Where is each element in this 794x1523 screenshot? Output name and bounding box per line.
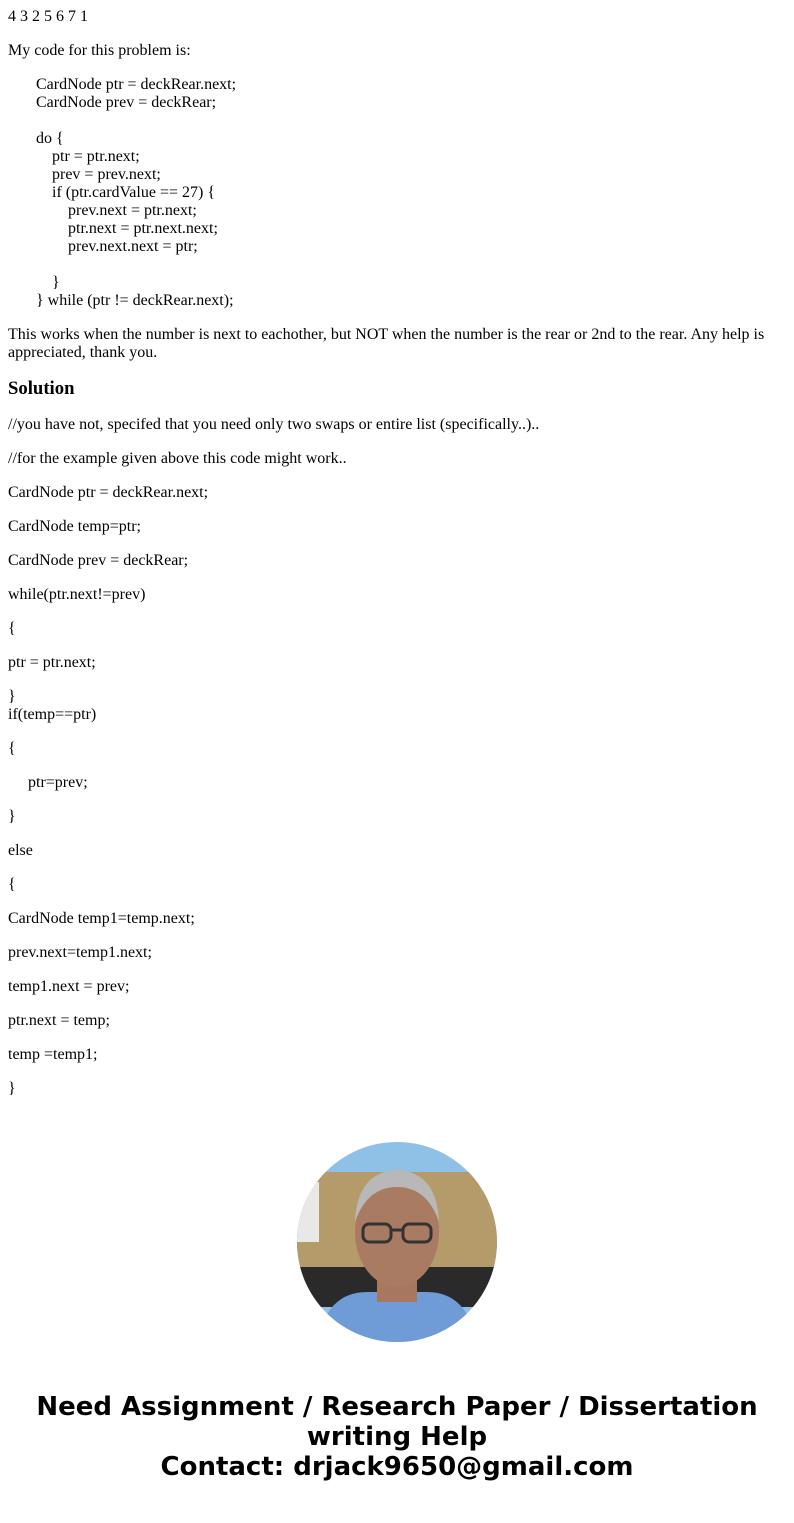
solution-line: //for the example given above this code might work.. [8, 450, 347, 467]
code-line: CardNode ptr = deckRear.next; [36, 76, 237, 93]
question-closing: This works when the number is next to eachother, but NOT when the number is the rear or 2nd to the rear. Any help is appreciated, thank you. [8, 326, 765, 361]
solution-line: ptr=prev; [28, 774, 88, 791]
solution-line: temp =temp1; [8, 1046, 98, 1063]
footer-help-text: Need Assignment / Research Paper / Dissertation writing Help [36, 1392, 758, 1452]
footer-contact [8, 1392, 786, 1482]
solution-line: ptr.next = temp; [8, 1012, 110, 1029]
solution-line: CardNode ptr = deckRear.next; [8, 484, 209, 501]
solution-line: { [8, 740, 16, 757]
question-code-block [36, 76, 786, 310]
solution-line: prev.next=temp1.next; [8, 944, 152, 961]
solution-line: } [8, 808, 16, 825]
code-line: prev = prev.next; [52, 166, 161, 183]
solution-body [8, 416, 786, 1098]
solution-line: CardNode prev = deckRear; [8, 552, 189, 569]
code-line [36, 112, 786, 130]
code-line: } [52, 274, 60, 291]
code-line: } while (ptr != deckRear.next); [36, 292, 234, 309]
code-line: CardNode prev = deckRear; [36, 94, 217, 111]
intro-text: My code for this problem is: [8, 42, 191, 59]
code-line: do { [36, 130, 64, 147]
solution-line: { [8, 620, 16, 637]
solution-line: { [8, 876, 16, 893]
sequence-text: 4 3 2 5 6 7 1 [8, 8, 88, 25]
solution-line: temp1.next = prev; [8, 978, 130, 995]
code-line: if (ptr.cardValue == 27) { [52, 184, 216, 201]
code-line: ptr.next = ptr.next.next; [68, 220, 218, 237]
solution-line: CardNode temp=ptr; [8, 518, 141, 535]
solution-heading: Solution [8, 378, 75, 399]
solution-line: ptr = ptr.next; [8, 654, 96, 671]
code-line: ptr = ptr.next; [52, 148, 140, 165]
solution-line: if(temp==ptr) [8, 706, 97, 723]
solution-line: CardNode temp1=temp.next; [8, 910, 195, 927]
solution-line: //you have not, specifed that you need only two swaps or entire list (specifically..).. [8, 416, 540, 433]
code-line: prev.next.next = ptr; [68, 238, 198, 255]
solution-line: } [8, 688, 16, 705]
code-line: prev.next = ptr.next; [68, 202, 197, 219]
solution-line: while(ptr.next!=prev) [8, 586, 146, 603]
author-avatar [297, 1142, 497, 1342]
solution-line: else [8, 842, 33, 859]
code-line [36, 256, 786, 274]
footer-email: Contact: drjack9650@gmail.com [160, 1452, 634, 1482]
solution-line: } [8, 1080, 16, 1097]
